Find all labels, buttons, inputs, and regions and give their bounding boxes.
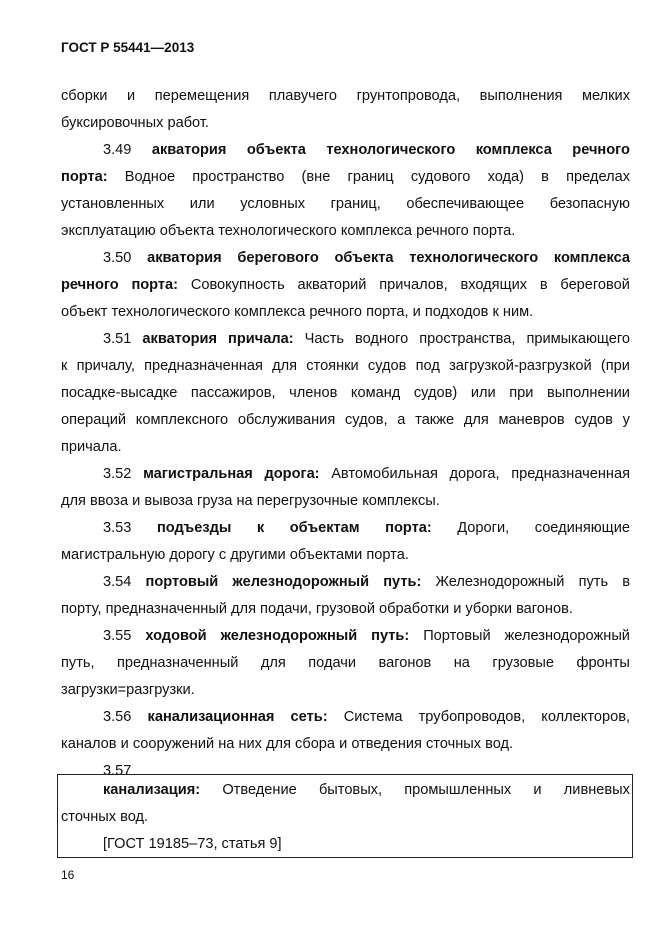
text-line-9: 3.51 акватория причала: Часть водного пространства, примыкающего [103, 331, 630, 347]
text-line-24: каналов и сооружений на них для сбора и отведения сточных вод. [61, 736, 514, 752]
text-line-4: установленных или условных границ, обеспечивающее безопасную [61, 196, 630, 212]
text-line-1: буксировочных работ. [61, 115, 209, 131]
text-line-19: порту, предназначенный для подачи, грузовой обработки и уборки вагонов. [61, 601, 573, 617]
text-line-20: 3.55 ходовой железнодорожный путь: Портовый железнодорожный [103, 628, 630, 644]
text-line-17: магистральную дорогу с другими объектами порта. [61, 547, 409, 563]
document-header: ГОСТ Р 55441—2013 [61, 40, 195, 55]
text-line-14: 3.52 магистральная дорога: Автомобильная дорога, предназначенная [103, 466, 630, 482]
text-line-2: 3.49 акватория объекта технологического комплекса речного [103, 142, 630, 158]
text-line-15: для ввоза и вывоза груза на перегрузочные комплексы. [61, 493, 440, 509]
page-number: 16 [61, 868, 75, 882]
text-line-5: эксплуатацию объекта технологического комплекса речного порта. [61, 223, 516, 239]
reference: [ГОСТ 19185–73, статья 9] [103, 836, 282, 852]
text-line-23: 3.56 канализационная сеть: Система трубопроводов, коллекторов, [103, 709, 630, 725]
text-line-10: к причалу, предназначенная для стоянки судов под загрузкой-разгрузкой (при [61, 358, 630, 374]
box-line-1: сточных вод. [61, 809, 149, 825]
text-line-6: 3.50 акватория берегового объекта технологического комплекса [103, 250, 630, 266]
text-line-25: 3.57 [103, 763, 132, 779]
box-line-0: канализация: Отведение бытовых, промышленных и ливневых [103, 782, 630, 798]
text-line-3: порта: Водное пространство (вне границ судового хода) в пределах [61, 169, 630, 185]
text-line-22: загрузки=разгрузки. [61, 682, 195, 698]
text-line-8: объект технологического комплекса речного порта, и подходов к ним. [61, 304, 534, 320]
text-line-7: речного порта: Совокупность акваторий причалов, входящих в береговой [61, 277, 630, 293]
text-line-18: 3.54 портовый железнодорожный путь: Железнодорожный путь в [103, 574, 630, 590]
text-line-11: посадке-высадке пассажиров, членов команд судов) или при выполнении [61, 385, 630, 401]
text-line-16: 3.53 подъезды к объектам порта: Дороги, соединяющие [103, 520, 630, 536]
text-line-12: операций комплексного обслуживания судов, а также для маневров судов у [61, 412, 630, 428]
text-line-21: путь, предназначенный для подачи вагонов на грузовые фронты [61, 655, 630, 671]
text-line-13: причала. [61, 439, 122, 455]
text-line-0: сборки и перемещения плавучего грунтопровода, выполнения мелких [61, 88, 630, 104]
